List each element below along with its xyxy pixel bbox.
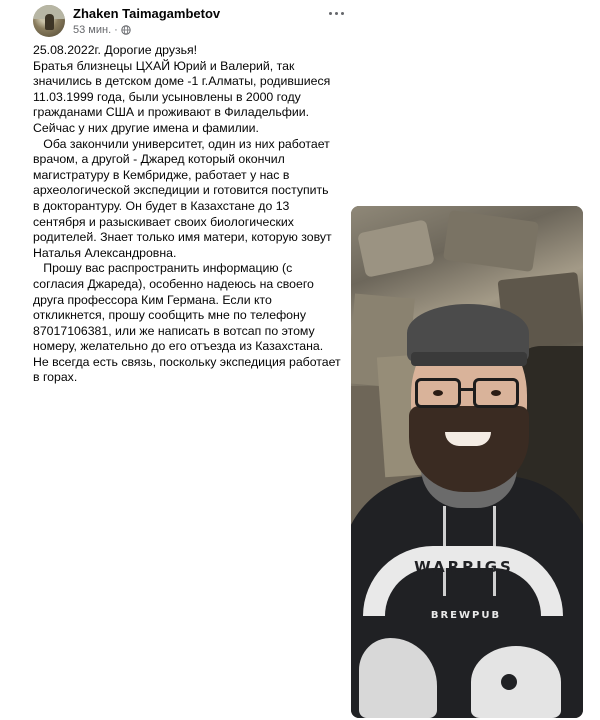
post-text [33,43,345,386]
meta-separator: · [114,24,118,36]
post-line: врачом, а другой - Джаред который окончил [33,152,285,167]
post-line: Оба закончили университет, один из них работает [33,136,330,151]
post-line: в докторантуру. Он будет в Казахстане до 13 [33,198,290,213]
post-line: археологической экспедиции и готовится поступить [33,183,329,198]
hoodie-logo-subtext: BREWPUB [430,610,502,621]
globe-icon[interactable] [121,25,131,35]
post-line: Наталья Александровна. [33,245,177,260]
post-line: значились в детском доме -1 г.Алматы, родившиеся [33,74,331,89]
cap-brim [411,352,527,366]
post-line: сентября и разыскивает своих биологических [33,214,294,229]
post-line: Сейчас у них другие имена и фамилии. [33,120,259,135]
post-line: Прошу вас распространить информацию (с [33,261,293,276]
hoodie-graphic-eye [501,674,517,690]
author-name[interactable]: Zhaken Taimagambetov [73,6,221,21]
post-line: друга профессора Ким Германа. Если кто [33,292,272,307]
post-timestamp[interactable]: 53 мин. [73,24,112,36]
post-line: 25.08.2022г. Дорогие друзья! [33,43,198,57]
avatar[interactable] [33,5,65,37]
more-options-icon[interactable] [324,5,348,21]
post-line: Братья близнецы ЦХАЙ Юрий и Валерий, так [33,58,295,73]
post-line: Не всегда есть связь, поскольку экспедиция работает [33,354,341,369]
right-eye [491,390,501,396]
post-line: в горах. [33,370,78,385]
post-header [33,5,353,39]
left-eye [433,390,443,396]
more-dot [335,12,338,15]
smile [445,432,491,446]
post-line: откликнется, прошу сообщить мне по телефону [33,308,306,323]
post-line: родителей. Знает только имя матери, которую зовут [33,230,332,245]
hoodie-logo-text: WARPIGS [414,558,514,576]
more-dot [329,12,332,15]
post-line: магистратуру в Кембридже, работает у нас в [33,167,290,182]
post-line: согласия Джареда), особенно надеюсь на своего [33,276,314,291]
post-meta [73,24,131,36]
post-photo[interactable] [351,206,583,718]
post-line: гражданами США и проживают в Филадельфии. [33,105,309,120]
avatar-figure [45,14,54,30]
glasses-bridge [461,388,474,391]
more-dot [341,12,344,15]
post-line: номеру, желательно до его отъезда из Казахстана. [33,339,324,354]
post-line: 87017106381, или же написать в вотсап по этому [33,323,315,338]
post-line: 11.03.1999 года, были усыновлены в 2000 году [33,89,301,104]
